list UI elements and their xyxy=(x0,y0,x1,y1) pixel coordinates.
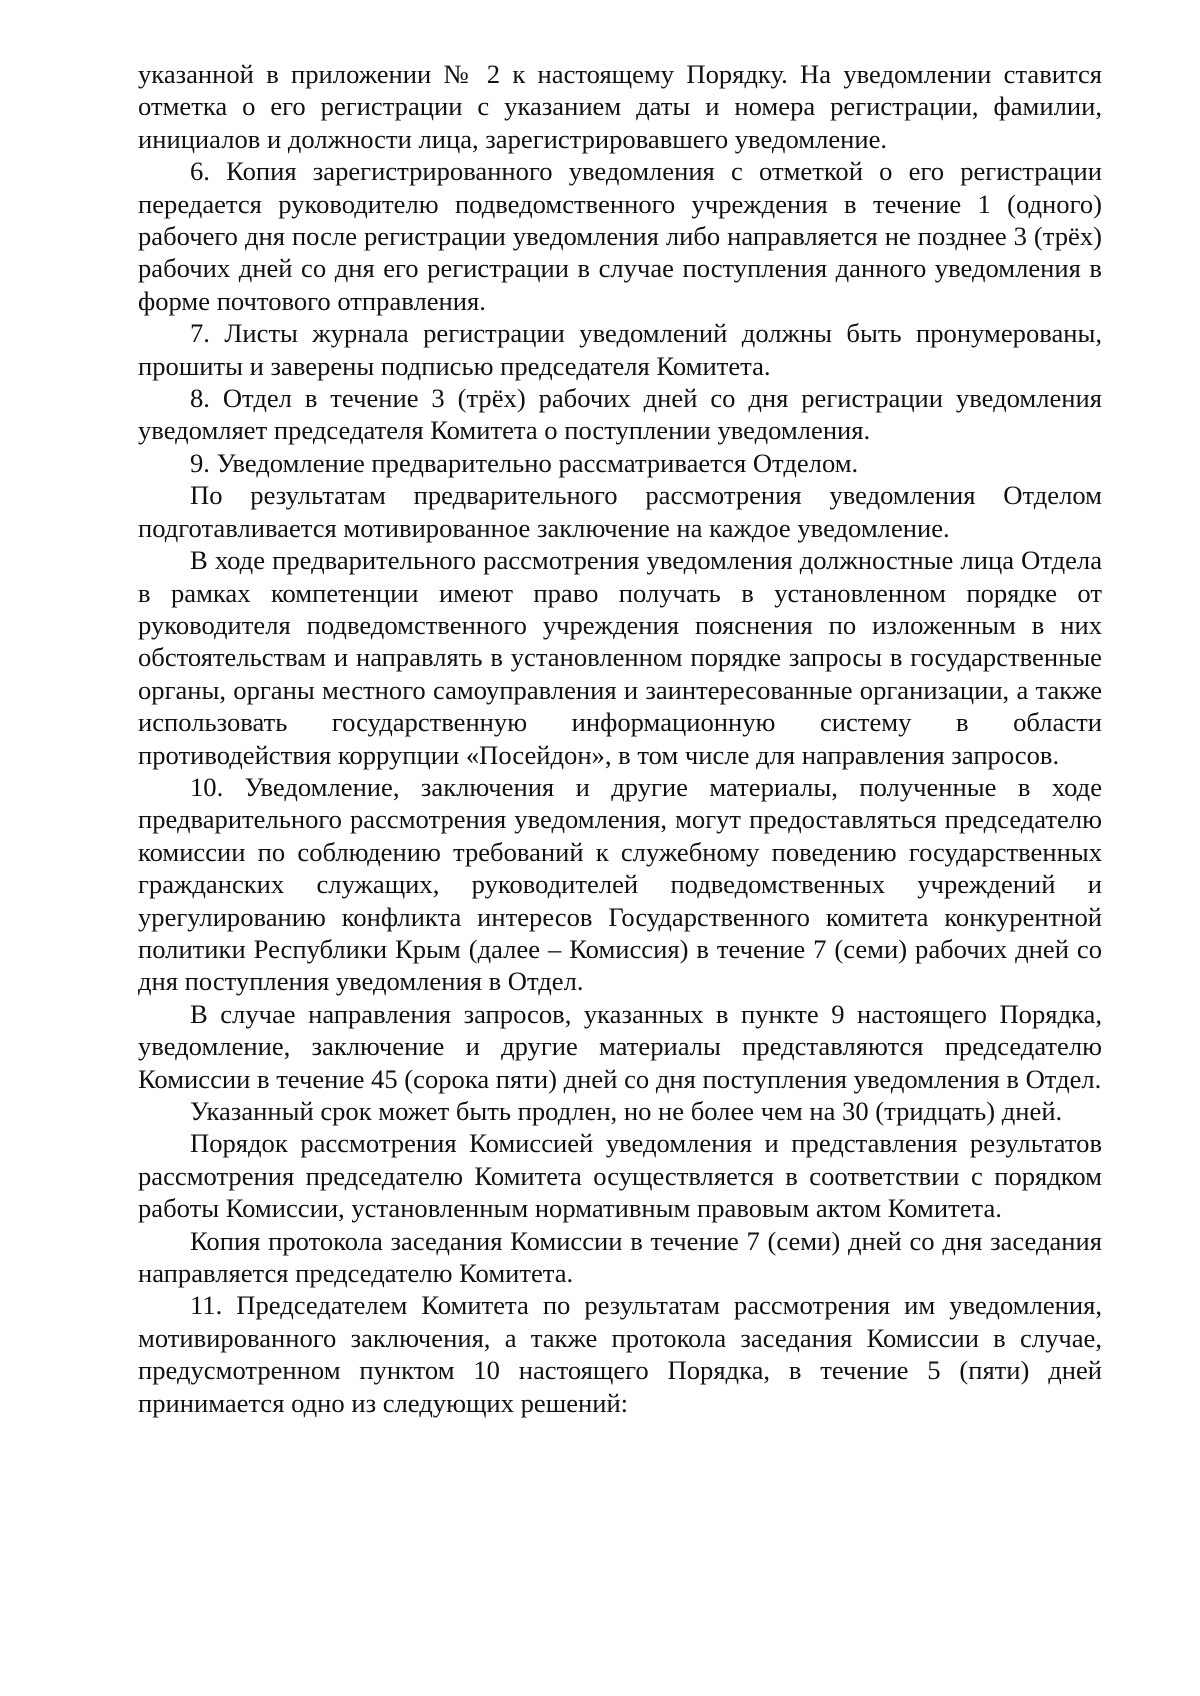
paragraph-7-journal-sheets: 7. Листы журнала регистрации уведомлений должны быть пронумерованы, прошиты и заверены подписью председателя Комитета. xyxy=(138,318,1102,381)
paragraph-notice-registration-continued: указанной в приложении № 2 к настоящему Порядку. На уведомлении ставится отметка о его регистрации с указанием даты и номера регистрации, фамилии, инициалов и должности лица, зарегистрировавшего уведомление. xyxy=(138,59,1102,154)
paragraph-8-department-notifies: 8. Отдел в течение 3 (трёх) рабочих дней со дня регистрации уведомления уведомляет председателя Комитета о поступлении уведомления. xyxy=(138,383,1102,446)
paragraph-officials-rights: В ходе предварительного рассмотрения уведомления должностные лица Отдела в рамках компетенции имеют право получать в установленном порядке от руководителя подведомственного учреждения пояснения по изложенным в них обстоятельствам и направлять в установленном порядке запросы в государственные органы, органы местного самоуправления и заинтересованные организации, а также использовать государственную информационную систему в области противодействия коррупции «Посейдон», в том числе для направления запросов. xyxy=(138,545,1102,770)
paragraph-11-chairman-decisions: 11. Председателем Комитета по результатам рассмотрения им уведомления, мотивированного заключения, а также протокола заседания Комиссии в случае, предусмотренном пунктом 10 настоящего Порядка, в течение 5 (пяти) дней принимается одно из следующих решений: xyxy=(138,1290,1102,1418)
paragraph-10-materials-to-commission: 10. Уведомление, заключения и другие материалы, полученные в ходе предварительного рассмотрения уведомления, могут предоставляться председателю комиссии по соблюдению требований к служебному поведению государственных гражданских служащих, руководителей подведомственных учреждений и урегулированию конфликта интересов Государственного комитета конкурентной политики Республики Крым (далее – Комиссия) в течение 7 (семи) рабочих дней со дня поступления уведомления в Отдел. xyxy=(138,771,1102,997)
document-page xyxy=(138,58,1102,1419)
paragraph-term-extension: Указанный срок может быть продлен, но не более чем на 30 (тридцать) дней. xyxy=(190,1096,1063,1126)
paragraph-6-copy-transfer: 6. Копия зарегистрированного уведомления с отметкой о его регистрации передается руководителю подведомственного учреждения в течение 1 (одного) рабочего дня после регистрации уведомления либо направляется не позднее 3 (трёх) рабочих дней со дня его регистрации в случае поступления данного уведомления в форме почтового отправления. xyxy=(138,156,1102,316)
paragraph-requests-45-days: В случае направления запросов, указанных в пункте 9 настоящего Порядка, уведомление, заключение и другие материалы представляются председателю Комиссии в течение 45 (сорока пяти) дней со дня поступления уведомления в Отдел. xyxy=(138,998,1102,1094)
paragraph-9-preliminary-review: 9. Уведомление предварительно рассматривается Отделом. xyxy=(190,447,859,478)
paragraph-protocol-copy: Копия протокола заседания Комиссии в течение 7 (семи) дней со дня заседания направляется председателю Комитета. xyxy=(138,1225,1102,1289)
paragraph-commission-procedure: Порядок рассмотрения Комиссией уведомления и представления результатов рассмотрения председателю Комитета осуществляется в соответствии с порядком работы Комиссии, установленным нормативным правовым актом Комитета. xyxy=(138,1128,1102,1224)
paragraph-motivated-conclusion: По результатам предварительного рассмотрения уведомления Отделом подготавливается мотивированное заключение на каждое уведомление. xyxy=(138,480,1102,543)
